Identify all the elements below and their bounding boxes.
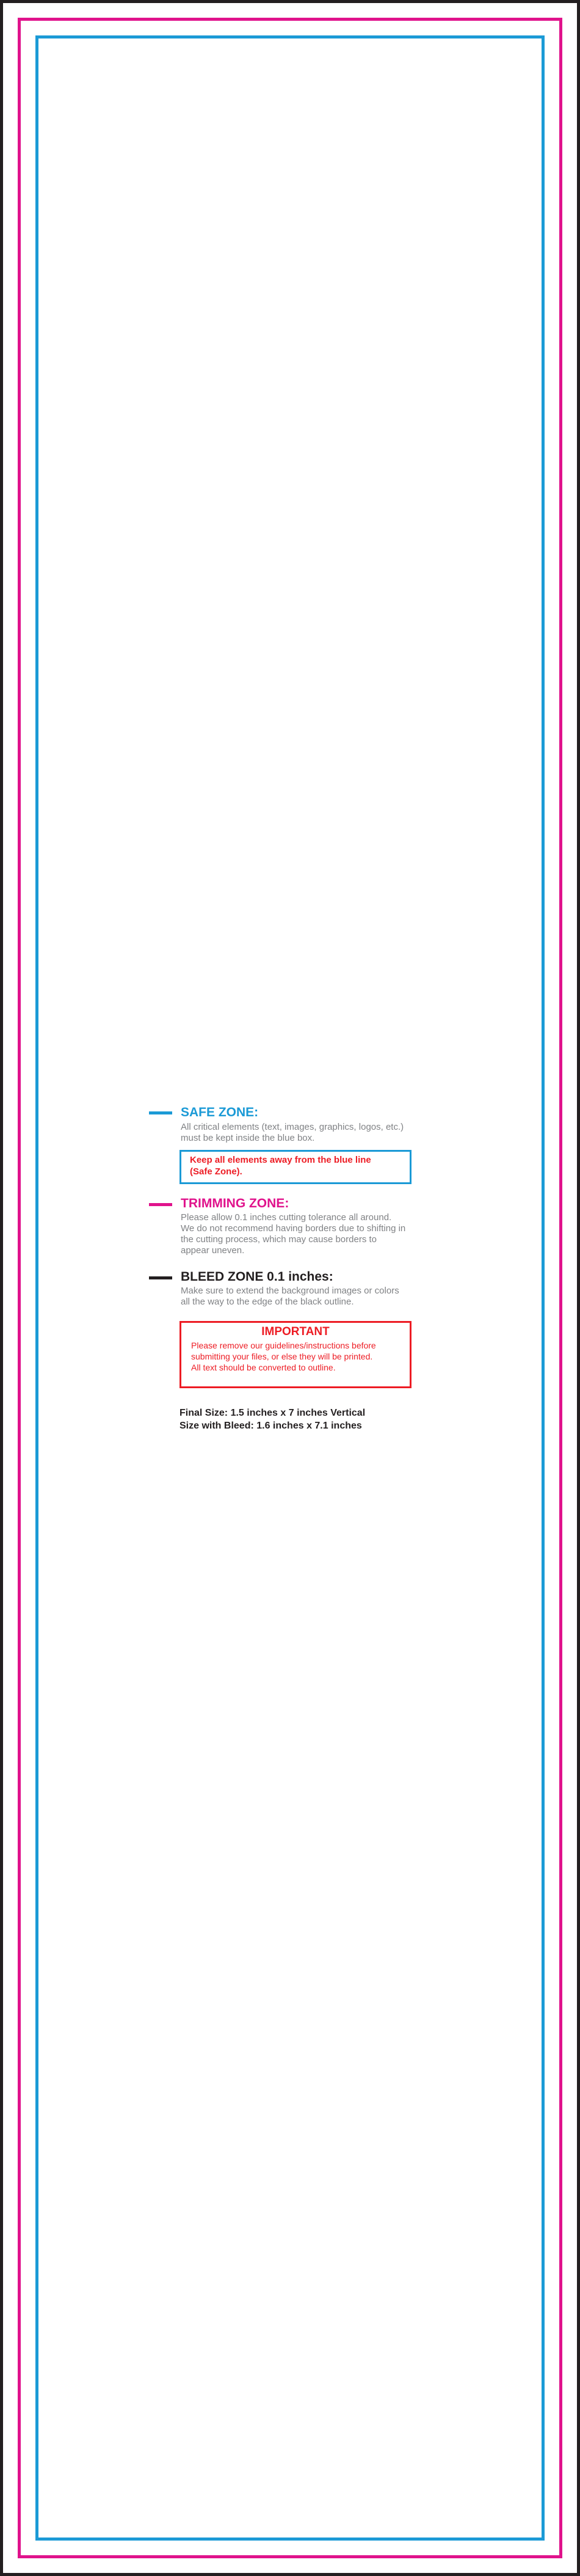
- size-info: [179, 1407, 436, 1432]
- trimming-zone-heading: TRIMMING ZONE:: [181, 1196, 289, 1210]
- trimming-zone-section: [149, 1193, 442, 1260]
- safe-zone-legend-line: [149, 1111, 172, 1114]
- bleed-zone-legend-line: [149, 1276, 172, 1279]
- important-body: Please remove our guidelines/instructions before submitting your files, or else they will be printed. All text should be converted to outline.: [191, 1341, 376, 1372]
- bleed-zone-description: Make sure to extend the background images or colors all the way to the edge of the black outline.: [181, 1286, 399, 1307]
- safe-zone-heading: SAFE ZONE:: [181, 1105, 259, 1119]
- important-notice: [179, 1321, 411, 1388]
- safe-zone-section: [149, 1100, 442, 1185]
- trimming-zone-legend-line: [149, 1203, 172, 1206]
- trimming-zone-description: Please allow 0.1 inches cutting tolerance all around. We do not recommend having borders due to shifting in the cutting process, which may cause borders to appear uneven.: [181, 1212, 406, 1256]
- safe-zone-description: All critical elements (text, images, graphics, logos, etc.) must be kept inside the blue box.: [181, 1122, 404, 1143]
- size-with-bleed-text: Size with Bleed: 1.6 inches x 7.1 inches: [179, 1421, 362, 1431]
- important-title: IMPORTANT: [261, 1325, 330, 1338]
- safe-zone-note: Keep all elements away from the blue line (Safe Zone).: [179, 1150, 411, 1184]
- final-size-text: Final Size: 1.5 inches x 7 inches Vertical: [179, 1408, 366, 1418]
- bleed-zone-section: [149, 1266, 442, 1315]
- bleed-zone-heading: BLEED ZONE 0.1 inches:: [181, 1270, 333, 1284]
